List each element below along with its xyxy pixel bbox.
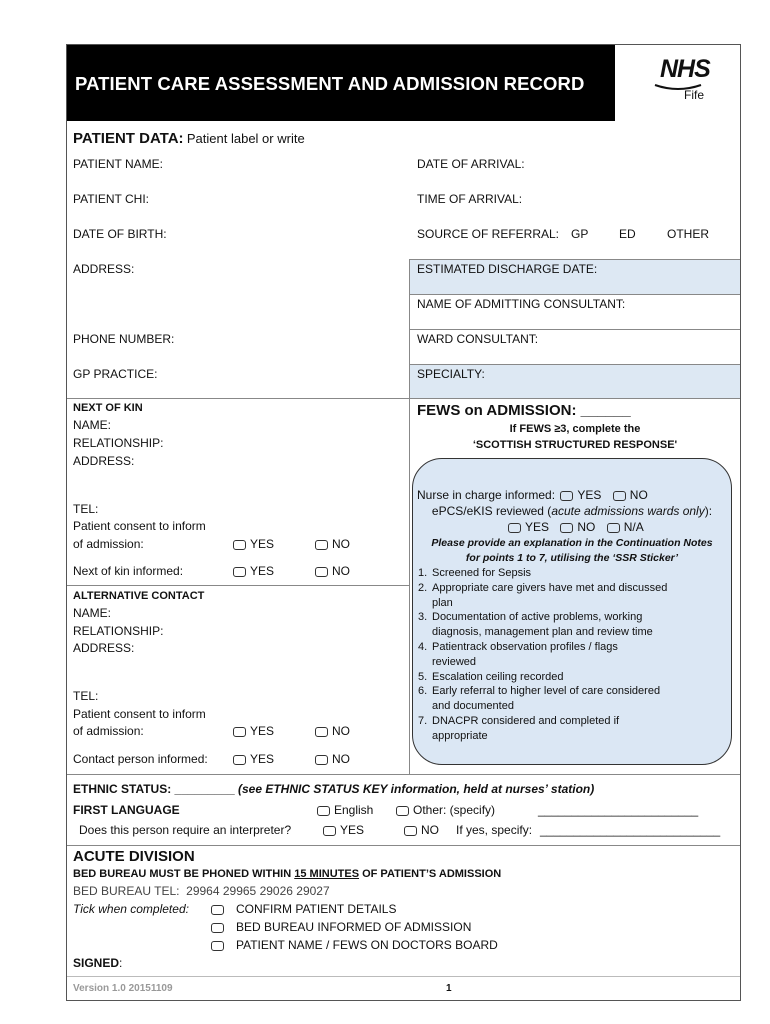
nhs-logo-text: NHS bbox=[660, 55, 710, 83]
nok-informed-yes[interactable]: YES bbox=[233, 564, 274, 578]
divider bbox=[409, 259, 740, 260]
checkbox-icon[interactable] bbox=[233, 567, 246, 577]
phone-field[interactable]: PHONE NUMBER: bbox=[73, 332, 175, 346]
interpreter-label: Does this person require an interpreter? bbox=[79, 823, 292, 837]
fews-line-2: ‘SCOTTISH STRUCTURED RESPONSE' bbox=[472, 439, 678, 451]
nok-relationship-field[interactable]: RELATIONSHIP: bbox=[73, 436, 164, 450]
page-title: PATIENT CARE ASSESSMENT AND ADMISSION RECORD bbox=[75, 73, 585, 94]
checkbox-icon[interactable] bbox=[404, 826, 417, 836]
referral-ed[interactable]: ED bbox=[619, 227, 636, 241]
divider bbox=[67, 845, 740, 846]
divider bbox=[67, 398, 740, 399]
nok-informed-no[interactable]: NO bbox=[315, 564, 350, 578]
checklist-number: 5. bbox=[418, 670, 428, 683]
checklist-number: 3. bbox=[418, 611, 428, 624]
checklist-item: Patientrack observation profiles / flags bbox=[432, 641, 618, 653]
explain-1: Please provide an explanation in the Continuation Notes bbox=[431, 537, 713, 549]
checklist-item: Escalation ceiling recorded bbox=[432, 670, 564, 683]
referral-other[interactable]: OTHER bbox=[667, 227, 709, 241]
alt-consent-yes[interactable]: YES bbox=[233, 724, 274, 738]
checklist-item: Screened for Sepsis bbox=[432, 567, 532, 579]
arrival-date-field[interactable]: DATE OF ARRIVAL: bbox=[417, 157, 525, 171]
patient-data-heading: PATIENT DATA: Patient label or write bbox=[73, 130, 305, 147]
alt-relationship-field[interactable]: RELATIONSHIP: bbox=[73, 624, 164, 638]
checkbox-icon[interactable] bbox=[315, 540, 328, 550]
gp-practice-field[interactable]: GP PRACTICE: bbox=[73, 367, 158, 381]
nok-heading: NEXT OF KIN bbox=[73, 402, 143, 414]
discharge-field[interactable]: ESTIMATED DISCHARGE DATE: bbox=[417, 262, 598, 276]
divider bbox=[67, 774, 740, 775]
first-language-label: FIRST LANGUAGE bbox=[73, 803, 180, 817]
interpreter-yes[interactable]: YES bbox=[323, 823, 364, 837]
admitting-consultant-field[interactable]: NAME OF ADMITTING CONSULTANT: bbox=[417, 297, 626, 311]
ward-consultant-field[interactable]: WARD CONSULTANT: bbox=[417, 332, 539, 346]
checkbox-icon[interactable] bbox=[560, 523, 573, 533]
language-other-line[interactable]: ________________________ bbox=[538, 803, 699, 817]
task-bed-bureau[interactable]: BED BUREAU INFORMED OF ADMISSION bbox=[211, 920, 471, 934]
checkbox-icon[interactable] bbox=[211, 941, 224, 951]
alt-tel-field[interactable]: TEL: bbox=[73, 689, 99, 703]
nhs-region: Fife bbox=[684, 88, 705, 102]
alt-name-field[interactable]: NAME: bbox=[73, 606, 112, 620]
nok-informed-label: Next of kin informed: bbox=[73, 564, 184, 578]
checklist-item: appropriate bbox=[432, 729, 488, 742]
checklist-number: 1. bbox=[418, 567, 428, 579]
version-label: Version 1.0 20151109 bbox=[73, 983, 173, 994]
interpreter-specify: If yes, specify: bbox=[456, 823, 533, 837]
nok-consent-yes[interactable]: YES bbox=[233, 537, 274, 551]
checkbox-icon[interactable] bbox=[508, 523, 521, 533]
divider bbox=[409, 364, 740, 365]
nok-tel-field[interactable]: TEL: bbox=[73, 502, 99, 516]
bed-bureau-tel: BED BUREAU TEL: 29964 29965 29026 29027 bbox=[73, 884, 330, 898]
checkbox-icon[interactable] bbox=[396, 806, 409, 816]
language-english[interactable]: English bbox=[317, 803, 373, 817]
nok-address-field[interactable]: ADDRESS: bbox=[73, 454, 135, 468]
checklist-number: 2. bbox=[418, 581, 428, 594]
checkbox-icon[interactable] bbox=[317, 806, 330, 816]
checklist-item: and documented bbox=[432, 700, 514, 713]
alt-consent-label-2: of admission: bbox=[73, 724, 144, 738]
signed-field[interactable]: SIGNED: bbox=[73, 956, 123, 970]
checklist-item: Appropriate care givers have met and discussed bbox=[432, 581, 668, 594]
checklist-item: Documentation of active problems, working bbox=[432, 611, 643, 624]
divider bbox=[409, 329, 740, 330]
page-number: 1 bbox=[446, 983, 452, 994]
referral-label: SOURCE OF REFERRAL: bbox=[417, 227, 560, 241]
checklist-item: Early referral to higher level of care considered bbox=[432, 685, 661, 698]
checkbox-icon[interactable] bbox=[613, 491, 626, 501]
epcs-reviewed: ePCS/eKIS reviewed (acute admissions wards only): bbox=[431, 504, 713, 518]
ethnic-status: ETHNIC STATUS: _________ (see ETHNIC STATUS KEY information, held at nurses’ station) bbox=[73, 782, 595, 796]
fews-heading: FEWS on ADMISSION: ______ bbox=[417, 402, 631, 419]
alt-consent-label: Patient consent to inform bbox=[73, 707, 206, 721]
alt-informed-yes[interactable]: YES bbox=[233, 752, 274, 766]
dob-field[interactable]: DATE OF BIRTH: bbox=[73, 227, 167, 241]
divider bbox=[409, 398, 410, 774]
nok-consent-label: Patient consent to inform bbox=[73, 519, 206, 533]
epcs-options: YES NO N/A bbox=[508, 520, 644, 534]
acute-heading: ACUTE DIVISION bbox=[73, 848, 195, 865]
explain-2: for points 1 to 7, utilising the ‘SSR Sticker’ bbox=[465, 552, 679, 564]
checkbox-icon[interactable] bbox=[233, 540, 246, 550]
title-bar bbox=[67, 45, 615, 121]
referral-gp[interactable]: GP bbox=[571, 227, 589, 241]
nok-consent-no[interactable]: NO bbox=[315, 537, 350, 551]
address-field[interactable]: ADDRESS: bbox=[73, 262, 135, 276]
checkbox-icon[interactable] bbox=[607, 523, 620, 533]
task-doctors-board[interactable]: PATIENT NAME / FEWS ON DOCTORS BOARD bbox=[211, 938, 498, 952]
checklist-number: 7. bbox=[418, 715, 428, 727]
divider bbox=[67, 976, 740, 977]
divider bbox=[409, 294, 740, 295]
tick-label: Tick when completed: bbox=[73, 902, 189, 916]
checkbox-icon[interactable] bbox=[233, 755, 246, 765]
alt-informed-label: Contact person informed: bbox=[73, 752, 208, 766]
specialty-field[interactable]: SPECIALTY: bbox=[417, 367, 485, 381]
fews-line-1: If FEWS ≥3, complete the bbox=[509, 423, 641, 435]
checkbox-icon[interactable] bbox=[233, 727, 246, 737]
checklist-number: 6. bbox=[418, 685, 428, 698]
checklist-number: 4. bbox=[418, 641, 428, 653]
alt-consent-no[interactable]: NO bbox=[315, 724, 350, 738]
task-confirm[interactable]: CONFIRM PATIENT DETAILS bbox=[211, 902, 396, 916]
alt-contact-heading: ALTERNATIVE CONTACT bbox=[73, 590, 205, 602]
checkbox-icon[interactable] bbox=[315, 755, 328, 765]
alt-address-field[interactable]: ADDRESS: bbox=[73, 641, 135, 655]
interpreter-no[interactable]: NO bbox=[404, 823, 439, 837]
nok-name-field[interactable]: NAME: bbox=[73, 418, 112, 432]
patient-chi-field[interactable]: PATIENT CHI: bbox=[73, 192, 150, 206]
arrival-time-field[interactable]: TIME OF ARRIVAL: bbox=[417, 192, 523, 206]
checkbox-icon[interactable] bbox=[560, 491, 573, 501]
bed-bureau-notice: BED BUREAU MUST BE PHONED WITHIN 15 MINUTES OF PATIENT’S ADMISSION bbox=[73, 868, 502, 880]
checkbox-icon[interactable] bbox=[323, 826, 336, 836]
checklist-item: plan bbox=[432, 596, 453, 609]
nurse-informed: Nurse in charge informed: YES NO bbox=[417, 488, 648, 502]
interpreter-specify-line[interactable]: ___________________________ bbox=[540, 823, 721, 837]
checkbox-icon[interactable] bbox=[315, 567, 328, 577]
patient-name-field[interactable]: PATIENT NAME: bbox=[73, 157, 164, 171]
checkbox-icon[interactable] bbox=[211, 905, 224, 915]
language-other[interactable]: Other: (specify) bbox=[396, 803, 495, 817]
nhs-logo bbox=[615, 45, 740, 121]
checkbox-icon[interactable] bbox=[315, 727, 328, 737]
nok-consent-label-2: of admission: bbox=[73, 537, 144, 551]
checklist-item: DNACPR considered and completed if bbox=[432, 715, 620, 727]
divider bbox=[67, 585, 409, 586]
checkbox-icon[interactable] bbox=[211, 923, 224, 933]
checklist-item: diagnosis, management plan and review time bbox=[432, 626, 653, 639]
alt-informed-no[interactable]: NO bbox=[315, 752, 350, 766]
checklist-item: reviewed bbox=[432, 655, 477, 668]
